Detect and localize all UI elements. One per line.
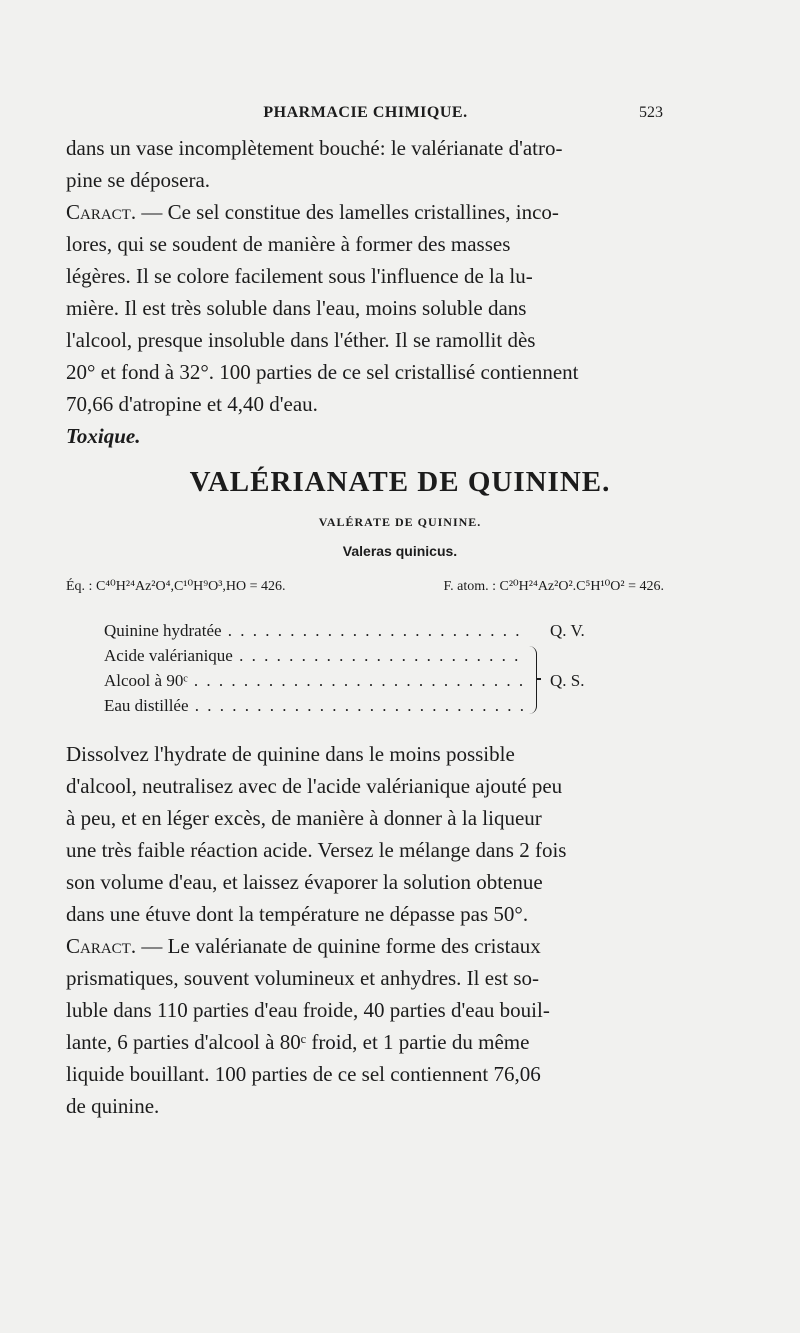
- text-line: dans une étuve dont la température ne dépasse pas 50°.: [66, 902, 529, 926]
- text-line: 70,66 d'atropine et 4,40 d'eau.: [66, 392, 318, 416]
- text-line: d'alcool, neutralisez avec de l'acide valérianique ajouté peu: [66, 774, 563, 798]
- text-line: 20° et fond à 32°. 100 parties de ce sel cristallisé contiennent: [66, 360, 579, 384]
- formula-atomic: F. atom. : C²⁰H²⁴Az²O².C⁵H¹⁰O² = 426.: [443, 579, 664, 594]
- page-number: 523: [639, 104, 663, 121]
- caract-label: Caract.: [66, 200, 137, 224]
- caract-label: Caract.: [66, 934, 137, 958]
- ingredient-name: Quinine hydratée . . .: [104, 618, 524, 643]
- text-line: l'alcool, presque insoluble dans l'éther. Il se ramollit dès: [66, 328, 536, 352]
- chemical-formula: [66, 578, 664, 595]
- ingredient-qty: Q. V.: [550, 621, 585, 640]
- text-line: lante, 6 parties d'alcool à 80ᶜ froid, et 1 partie du même: [66, 1030, 530, 1054]
- recipe-row: [104, 643, 664, 668]
- text-line: mière. Il est très soluble dans l'eau, moins soluble dans: [66, 296, 527, 320]
- recipe-table: [104, 618, 664, 718]
- ingredient-name: Eau distillée . . .: [104, 693, 524, 718]
- caract-paragraph-atropine: [66, 196, 664, 452]
- text-line: à peu, et en léger excès, de manière à donner à la liqueur: [66, 806, 542, 830]
- instructions-paragraph: [66, 738, 664, 930]
- running-title: PHARMACIE CHIMIQUE.: [263, 104, 468, 121]
- text-line: une très faible réaction acide. Versez le mélange dans 2 fois: [66, 838, 567, 862]
- section-subtitle-french: VALÉRATE DE QUININE.: [318, 515, 482, 529]
- caract-paragraph-quinine: [66, 930, 664, 1122]
- section-title: VALÉRIANATE DE QUININE.: [189, 466, 611, 498]
- text-line: Caract. — Ce sel constitue des lamelles cristallines, inco-: [66, 200, 559, 224]
- text-line: Caract. — Le valérianate de quinine forme des cristaux: [66, 934, 541, 958]
- text-line: luble dans 110 parties d'eau froide, 40 parties d'eau bouil-: [66, 998, 550, 1022]
- recipe-row: [104, 618, 664, 643]
- text-line: légères. Il se colore facilement sous l'influence de la lu-: [66, 264, 533, 288]
- text-line: lores, qui se soudent de manière à former des masses: [66, 232, 511, 256]
- section-subtitle-latin: Valeras quinicus.: [342, 543, 458, 559]
- grouping-brace-tip: [536, 678, 541, 680]
- intro-paragraph: [66, 132, 664, 196]
- ingredient-name: Alcool à 90ᶜ . . .: [104, 668, 524, 693]
- text-line: son volume d'eau, et laissez évaporer la solution obtenue: [66, 870, 543, 894]
- text-line: dans un vase incomplètement bouché: le valérianate d'atro-: [66, 136, 563, 160]
- text-line: pine se déposera.: [66, 168, 211, 192]
- toxique-note: Toxique.: [66, 424, 141, 448]
- formula-equivalent: Éq. : C⁴⁰H²⁴Az²O⁴,C¹⁰H⁹O³,HO = 426.: [66, 579, 286, 594]
- text-line: liquide bouillant. 100 parties de ce sel contiennent 76,06: [66, 1062, 541, 1086]
- recipe-row: [104, 693, 664, 718]
- text-line: Dissolvez l'hydrate de quinine dans le moins possible: [66, 742, 515, 766]
- text-line: prismatiques, souvent volumineux et anhydres. Il est so-: [66, 966, 540, 990]
- text-line: de quinine.: [66, 1094, 160, 1118]
- group-qty: Q. S.: [550, 671, 585, 690]
- ingredient-name: Acide valérianique . . .: [104, 643, 524, 668]
- grouping-brace: [528, 646, 537, 714]
- running-head: [68, 100, 663, 128]
